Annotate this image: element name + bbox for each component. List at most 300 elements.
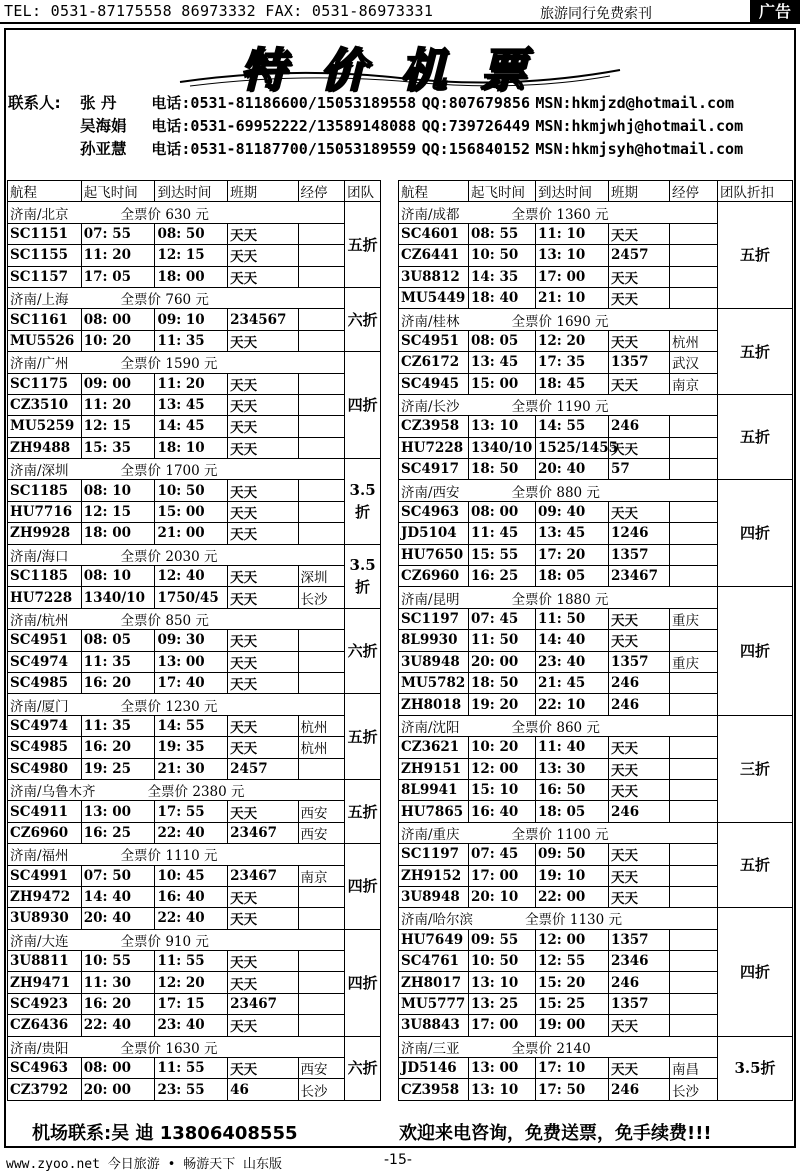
route-row [8,844,381,865]
flight-number: SC1197 [399,608,469,629]
schedule: 天天 [228,266,298,287]
stopover [298,373,345,394]
flight-number: HU7865 [399,801,469,822]
route-price: 全票价 1880 元 [511,591,609,608]
stopover: 长沙 [298,587,345,608]
route-cell [8,779,345,800]
stopover [298,266,345,287]
flight-number: SC4985 [8,672,82,693]
schedule: 57 [609,459,670,480]
depart-time: 16: 20 [81,993,155,1014]
contact-tel: 电话:0531-81186600/15053189558 [151,94,417,112]
schedule: 1357 [609,544,670,565]
route-price: 全票价 630 元 [120,206,209,223]
flight-row [8,886,381,907]
depart-time: 15: 00 [469,373,536,394]
discount-cell: 五折 [718,394,793,480]
schedule: 天天 [228,672,298,693]
schedule: 天天 [228,480,298,501]
contact-row: 联系人: 张 丹 电话:0531-81186600/15053189558 QQ:807679856 MSN:hkmjzd@hotmail.com [8,92,743,115]
route-cell [8,544,345,565]
schedule: 2457 [228,758,298,779]
schedule: 1357 [609,929,670,950]
depart-time: 13: 00 [81,801,155,822]
stopover [670,501,718,522]
contact-msn: MSN:hkmjsyh@hotmail.com [535,140,744,158]
flight-number: CZ6960 [8,822,82,843]
flight-row [8,672,381,693]
schedule: 天天 [228,587,298,608]
route-cell [8,844,345,865]
arrive-time: 17: 15 [155,993,228,1014]
depart-time: 13: 00 [469,1058,536,1079]
discount-cell: 六折 [345,608,381,694]
flight-row [8,330,381,351]
schedule: 天天 [228,972,298,993]
route-name: 济南/广州 [10,356,69,373]
flight-row [8,437,381,458]
route-cell [8,694,345,715]
route-price: 全票价 1590 元 [120,356,218,373]
route-cell [399,394,718,415]
schedule: 天天 [228,886,298,907]
arrive-time: 11: 10 [536,223,609,244]
stopover [298,330,345,351]
depart-time: 20: 00 [81,1079,155,1100]
route-price: 全票价 1190 元 [511,399,609,416]
stopover [298,908,345,929]
schedule: 天天 [228,437,298,458]
arrive-time: 11: 20 [155,373,228,394]
column-header: 团队 [345,181,381,202]
discount-cell: 三折 [718,715,793,822]
flight-number: ZH9488 [8,437,82,458]
depart-time: 19: 25 [81,758,155,779]
flight-number: SC4974 [8,715,82,736]
stopover: 西安 [298,822,345,843]
footer-bar [4,1112,796,1148]
schedule: 天天 [609,287,670,308]
arrive-time: 14: 45 [155,416,228,437]
route-row [399,822,793,843]
contact-name: 孙亚慧 [80,140,127,158]
schedule: 天天 [228,245,298,266]
route-price: 全票价 910 元 [120,933,209,950]
stopover [670,972,718,993]
depart-time: 14: 35 [469,266,536,287]
depart-time: 18: 50 [469,672,536,693]
route-price: 全票价 1130 元 [525,912,623,929]
schedule: 23467 [228,822,298,843]
depart-time: 16: 25 [469,566,536,587]
depart-time: 22: 40 [81,1015,155,1036]
stopover [670,694,718,715]
arrive-time: 10: 50 [155,480,228,501]
stopover: 西安 [298,801,345,822]
depart-time: 10: 20 [469,737,536,758]
stopover: 杭州 [298,715,345,736]
stopover [298,672,345,693]
arrive-time: 12: 20 [155,972,228,993]
flight-number: CZ6441 [399,245,469,266]
discount-cell: 3.5折 [718,1036,793,1100]
flight-number: 3U8948 [399,651,469,672]
route-row [399,1036,793,1057]
discount-cell: 五折 [345,202,381,288]
route-cell [8,202,345,223]
stopover [670,223,718,244]
flight-number: SC4945 [399,373,469,394]
discount-cell: 四折 [345,844,381,930]
route-name: 济南/昆明 [401,591,460,608]
arrive-time: 19: 35 [155,737,228,758]
arrive-time: 1750/45 [155,587,228,608]
arrive-time: 17: 35 [536,352,609,373]
schedule: 246 [609,972,670,993]
discount-cell: 四折 [718,908,793,1036]
column-header: 班期 [228,181,298,202]
arrive-time: 12: 40 [155,566,228,587]
depart-time: 08: 00 [469,501,536,522]
route-price: 全票价 1690 元 [511,313,609,330]
depart-time: 15: 10 [469,779,536,800]
flight-number: MU5526 [8,330,82,351]
discount-cell: 五折 [345,779,381,843]
flight-row [8,394,381,415]
arrive-time: 23: 40 [155,1015,228,1036]
stopover [298,951,345,972]
flight-number: SC1157 [8,266,82,287]
flight-row [8,523,381,544]
route-row [8,352,381,373]
stopover: 南京 [670,373,718,394]
route-cell [8,929,345,950]
depart-time: 13: 45 [469,352,536,373]
route-price: 全票价 880 元 [511,484,600,501]
flight-number: SC1185 [8,566,82,587]
depart-time: 11: 20 [81,394,155,415]
route-name: 济南/沈阳 [401,719,460,736]
schedule: 246 [609,801,670,822]
schedule: 1357 [609,651,670,672]
flight-number: CZ6436 [8,1015,82,1036]
schedule: 天天 [228,416,298,437]
flight-number: ZH9151 [399,758,469,779]
arrive-time: 15: 00 [155,501,228,522]
stopover [298,651,345,672]
depart-time: 20: 10 [469,886,536,907]
depart-time: 08: 00 [81,1058,155,1079]
schedule: 天天 [609,630,670,651]
arrive-time: 11: 40 [536,737,609,758]
flight-number: SC1185 [8,480,82,501]
stopover [670,951,718,972]
stopover [670,523,718,544]
route-name: 济南/福州 [10,848,69,865]
depart-time: 11: 50 [469,630,536,651]
flight-table-right [398,180,793,1101]
depart-time: 12: 15 [81,501,155,522]
depart-time: 08: 00 [81,309,155,330]
flight-number: CZ3958 [399,416,469,437]
column-header: 到达时间 [155,181,228,202]
stopover [670,544,718,565]
depart-time: 20: 00 [469,651,536,672]
route-cell [8,287,345,308]
route-price: 全票价 1700 元 [120,463,218,480]
route-name: 济南/乌鲁木齐 [10,784,96,801]
route-cell [8,608,345,629]
arrive-time: 21: 00 [155,523,228,544]
discount-cell: 3.5折 [345,459,381,545]
arrive-time: 14: 55 [155,715,228,736]
schedule: 天天 [609,779,670,800]
arrive-time: 19: 00 [536,1015,609,1036]
schedule: 天天 [228,566,298,587]
route-name: 济南/深圳 [10,463,69,480]
contact-list [8,92,743,161]
page-title: 特价机票 [240,43,560,97]
flight-number: HU7649 [399,929,469,950]
flight-number: 3U8812 [399,266,469,287]
depart-time: 15: 55 [469,544,536,565]
schedule: 天天 [228,373,298,394]
route-row [399,394,793,415]
arrive-time: 18: 00 [155,266,228,287]
route-name: 济南/海口 [10,548,69,565]
schedule: 天天 [228,394,298,415]
schedule: 天天 [609,437,670,458]
schedule: 1357 [609,352,670,373]
flight-number: MU5777 [399,993,469,1014]
route-price: 全票价 2030 元 [120,548,218,565]
stopover [670,865,718,886]
flight-row [8,630,381,651]
stopover: 武汉 [670,352,718,373]
column-header: 班期 [609,181,670,202]
flight-table-left [7,180,381,1101]
schedule: 天天 [228,1058,298,1079]
route-cell [8,352,345,373]
stopover [670,1015,718,1036]
arrive-time: 18: 05 [536,801,609,822]
arrive-time: 22: 00 [536,886,609,907]
discount-cell: 3.5折 [345,544,381,608]
arrive-time: 20: 40 [536,459,609,480]
depart-time: 07: 55 [81,223,155,244]
schedule: 天天 [609,758,670,779]
flight-number: SC1155 [8,245,82,266]
depart-time: 11: 45 [469,523,536,544]
arrive-time: 11: 55 [155,951,228,972]
stopover [670,737,718,758]
schedule: 天天 [609,886,670,907]
stopover [670,672,718,693]
depart-time: 17: 05 [81,266,155,287]
route-name: 济南/成都 [401,206,460,223]
stopover: 杭州 [298,737,345,758]
flight-number: CZ3792 [8,1079,82,1100]
contact-msn: MSN:hkmjwhj@hotmail.com [535,117,744,135]
stopover [670,844,718,865]
flight-row [8,373,381,394]
arrive-time: 22: 10 [536,694,609,715]
route-price: 全票价 760 元 [120,292,209,309]
discount-cell: 六折 [345,287,381,351]
stopover: 长沙 [670,1079,718,1100]
flight-row [8,501,381,522]
depart-time: 16: 20 [81,672,155,693]
schedule: 天天 [228,737,298,758]
flight-number: SC1175 [8,373,82,394]
depart-time: 08: 10 [81,480,155,501]
route-cell [399,908,718,929]
flight-number: SC1161 [8,309,82,330]
bottom-line [0,1152,800,1172]
contact-tel: 电话:0531-81187700/15053189559 [151,140,417,158]
flight-row [8,651,381,672]
stopover [298,223,345,244]
route-name: 济南/上海 [10,292,69,309]
route-price: 全票价 850 元 [120,613,209,629]
schedule: 23467 [228,993,298,1014]
schedule: 天天 [228,223,298,244]
discount-cell: 四折 [345,352,381,459]
schedule: 23467 [228,865,298,886]
schedule: 天天 [228,908,298,929]
depart-time: 13: 10 [469,1079,536,1100]
flight-row [8,822,381,843]
flight-number: SC4991 [8,865,82,886]
column-header: 到达时间 [536,181,609,202]
depart-time: 11: 35 [81,715,155,736]
route-price: 全票价 1100 元 [511,826,609,843]
arrive-time: 18: 10 [155,437,228,458]
arrive-time: 09: 10 [155,309,228,330]
route-row [8,779,381,800]
column-header: 起飞时间 [469,181,536,202]
stopover [670,886,718,907]
arrive-time: 15: 20 [536,972,609,993]
arrive-time: 13: 45 [155,394,228,415]
schedule: 天天 [228,1015,298,1036]
flight-row [8,1015,381,1036]
depart-time: 16: 40 [469,801,536,822]
depart-time: 07: 45 [469,844,536,865]
flight-number: SC1151 [8,223,82,244]
contact-row [8,115,743,138]
depart-time: 13: 10 [469,972,536,993]
contact-qq: QQ:807679856 [421,94,530,112]
depart-time: 19: 20 [469,694,536,715]
route-row [8,459,381,480]
flight-row [8,951,381,972]
schedule: 246 [609,694,670,715]
arrive-time: 11: 35 [155,330,228,351]
route-cell [8,459,345,480]
arrive-time: 12: 15 [155,245,228,266]
stopover [670,779,718,800]
schedule: 天天 [228,651,298,672]
flight-number: CZ6960 [399,566,469,587]
depart-time: 1340/10 [81,587,155,608]
schedule: 2346 [609,951,670,972]
flight-number: SC4761 [399,951,469,972]
route-cell [8,1036,345,1057]
discount-cell: 五折 [345,694,381,780]
stopover: 西安 [298,1058,345,1079]
schedule: 天天 [228,951,298,972]
route-price: 全票价 2140 [511,1040,591,1057]
discount-cell: 五折 [718,202,793,309]
flight-number: SC1197 [399,844,469,865]
arrive-time: 10: 45 [155,865,228,886]
flight-number: SC4974 [8,651,82,672]
flight-number: ZH9152 [399,865,469,886]
column-header: 起飞时间 [81,181,155,202]
route-row [8,287,381,308]
flight-row [8,309,381,330]
stopover [298,630,345,651]
route-price: 全票价 1110 元 [120,848,218,865]
arrive-time: 15: 25 [536,993,609,1014]
site-credit: www.zyoo.net 今日旅游 • 畅游天下 山东版 [6,1157,283,1172]
flight-number: SC4601 [399,223,469,244]
depart-time: 13: 25 [469,993,536,1014]
schedule: 天天 [609,1058,670,1079]
schedule: 天天 [609,266,670,287]
stopover [670,287,718,308]
stopover: 深圳 [298,566,345,587]
route-cell [399,309,718,330]
discount-cell: 四折 [345,929,381,1036]
schedule: 天天 [228,630,298,651]
flight-number: JD5104 [399,523,469,544]
schedule: 天天 [609,330,670,351]
route-row [399,480,793,501]
flight-row [8,266,381,287]
schedule: 天天 [609,844,670,865]
stopover [298,245,345,266]
flight-number: 8L9930 [399,630,469,651]
route-cell [399,715,718,736]
flight-number: SC4985 [8,737,82,758]
flight-number: 8L9941 [399,779,469,800]
arrive-time: 16: 50 [536,779,609,800]
schedule: 246 [609,1079,670,1100]
flight-row [8,758,381,779]
depart-time: 12: 15 [81,416,155,437]
route-name: 济南/重庆 [401,826,460,843]
stopover [670,801,718,822]
flight-row [8,908,381,929]
publication-note: 旅游同行免费索刊 [540,6,652,22]
arrive-time: 17: 55 [155,801,228,822]
flight-row [8,737,381,758]
route-name: 济南/西安 [401,484,460,501]
service-slogan: 欢迎来电咨询，免费送票，免手续费!!! [399,1123,712,1144]
schedule: 天天 [609,223,670,244]
depart-time: 10: 55 [81,951,155,972]
flight-number: CZ3510 [8,394,82,415]
arrive-time: 17: 40 [155,672,228,693]
column-header: 航程 [399,181,469,202]
flight-number: HU7228 [399,437,469,458]
schedule: 46 [228,1079,298,1100]
contact-msn: MSN:hkmjzd@hotmail.com [535,94,735,112]
depart-time: 1340/10 [469,437,536,458]
flight-row [8,1058,381,1079]
